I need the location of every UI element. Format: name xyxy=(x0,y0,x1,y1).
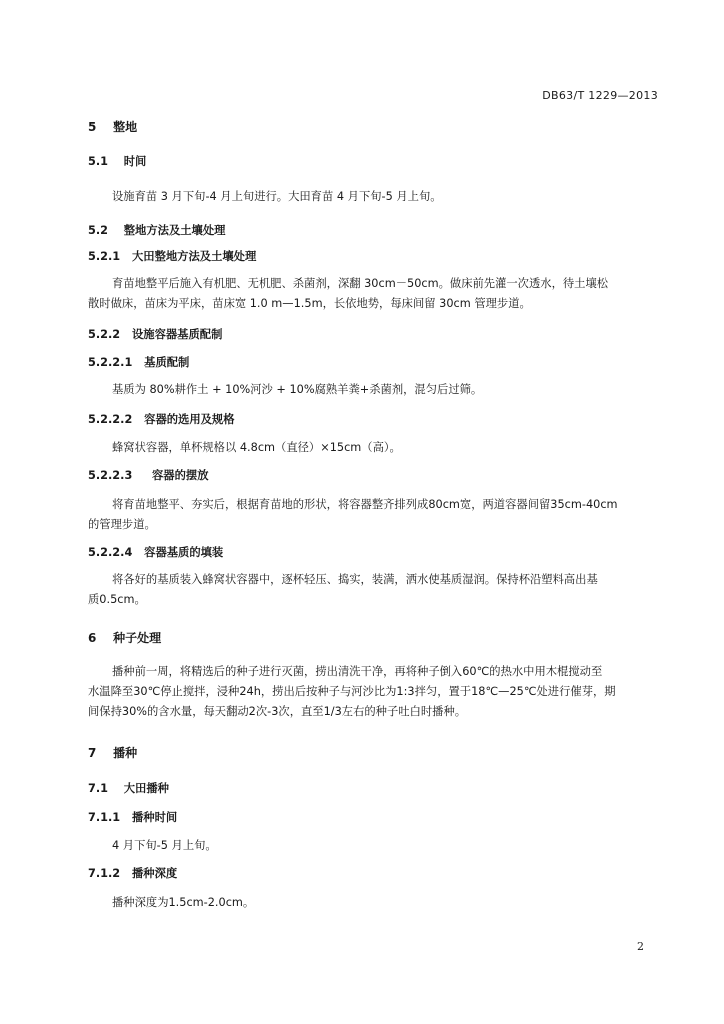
section-7-1-2-heading xyxy=(88,864,658,884)
section-number: 5.2.2.2 xyxy=(88,413,133,426)
section-title: 种子处理 xyxy=(113,631,162,645)
section-5-2-2-1-heading xyxy=(88,353,658,373)
section-5-1-text: 设施育苗 3 月下旬-4 月上旬进行。大田育苗 4 月下旬-5 月上旬。 xyxy=(112,190,442,203)
section-7-1-1-text: 4 月下旬-5 月上旬。 xyxy=(112,839,217,852)
section-number: 5.2.2.3 xyxy=(88,469,133,482)
section-title: 大田播种 xyxy=(123,782,169,795)
paragraph-line: 散时做床，苗床为平床，苗床宽 1.0 m—1.5m，长依地势，每床间留 30cm 管理步道。 xyxy=(88,297,531,310)
section-5-2-2-4-heading xyxy=(88,543,658,563)
standard-code: DB63/T 1229—2013 xyxy=(542,89,658,102)
section-number: 7.1 xyxy=(88,782,109,795)
section-number: 5.2.2 xyxy=(88,328,121,341)
section-7-1-2-text: 播种深度为1.5cm-2.0cm。 xyxy=(112,896,255,909)
section-title: 整地 xyxy=(113,120,138,134)
section-5-2-2-heading xyxy=(88,325,658,345)
section-number: 5.2 xyxy=(88,224,109,237)
section-title: 基质配制 xyxy=(144,356,190,369)
section-number: 5.2.1 xyxy=(88,250,121,263)
paragraph-line: 育苗地整平后施入有机肥、无机肥、杀菌剂，深翻 30cm－50cm。做床前先灌一次透水，待土壤松 xyxy=(112,277,609,290)
section-title: 整地方法及土壤处理 xyxy=(123,224,226,237)
section-6-text xyxy=(88,662,658,722)
section-number: 7.1.2 xyxy=(88,867,121,880)
section-5-2-1-heading xyxy=(88,247,658,267)
section-5-2-2-3-text xyxy=(88,495,658,535)
section-title: 播种时间 xyxy=(131,811,178,824)
section-5-1-heading xyxy=(88,152,658,172)
section-number: 5.1 xyxy=(88,155,109,168)
section-5-2-2-1-text: 基质为 80%耕作土 + 10%河沙 + 10%腐熟羊粪+杀菌剂，混匀后过筛。 xyxy=(112,383,483,396)
paragraph-line: 水温降至30℃停止搅拌，浸种24h，捞出后按种子与河沙比为1:3拌匀，置于18℃—25℃处进行催芽，期 xyxy=(88,685,616,698)
section-title: 容器基质的填装 xyxy=(144,546,224,559)
page-number: 2 xyxy=(637,940,644,953)
section-5-heading xyxy=(88,117,658,137)
section-5-2-2-2-heading xyxy=(88,410,658,430)
section-number: 5 xyxy=(88,120,97,134)
section-5-2-heading xyxy=(88,221,658,241)
section-title: 容器的摆放 xyxy=(152,469,209,482)
paragraph-line: 将各好的基质装入蜂窝状容器中，逐杯轻压、捣实，装满，洒水使基质湿润。保持杯沿塑料高出基 xyxy=(112,573,598,586)
section-5-2-2-4-text xyxy=(88,570,658,610)
section-7-1-1-heading xyxy=(88,808,658,828)
section-number: 5.2.2.1 xyxy=(88,356,133,369)
paragraph-line: 质0.5cm。 xyxy=(88,593,146,606)
section-title: 设施容器基质配制 xyxy=(131,328,223,341)
section-title: 大田整地方法及土壤处理 xyxy=(131,250,257,263)
section-title: 播种深度 xyxy=(131,867,178,880)
section-7-1-heading xyxy=(88,779,658,799)
section-title: 播种 xyxy=(113,746,138,760)
section-number: 6 xyxy=(88,631,97,645)
section-5-2-1-text xyxy=(88,274,658,314)
paragraph-line: 间保持30%的含水量，每天翻动2次-3次，直至1/3左右的种子吐白时播种。 xyxy=(88,705,467,718)
section-number: 5.2.2.4 xyxy=(88,546,133,559)
section-title: 时间 xyxy=(123,155,147,168)
paragraph-line: 将育苗地整平、夯实后，根据育苗地的形状，将容器整齐排列成80cm宽，两道容器间留35cm-40cm xyxy=(112,498,618,511)
section-7-heading xyxy=(88,743,658,763)
section-number: 7.1.1 xyxy=(88,811,121,824)
paragraph-line: 播种前一周，将精选后的种子进行灭菌，捞出清洗干净，再将种子倒入60℃的热水中用木棍搅动至 xyxy=(112,665,603,678)
section-6-heading xyxy=(88,628,658,648)
section-5-2-2-3-heading xyxy=(88,466,658,486)
section-number: 7 xyxy=(88,746,97,760)
section-5-2-2-2-text: 蜂窝状容器，单杯规格以 4.8cm（直径）×15cm（高）。 xyxy=(112,441,401,454)
section-title: 容器的选用及规格 xyxy=(144,413,235,426)
paragraph-line: 的管理步道。 xyxy=(88,518,156,531)
